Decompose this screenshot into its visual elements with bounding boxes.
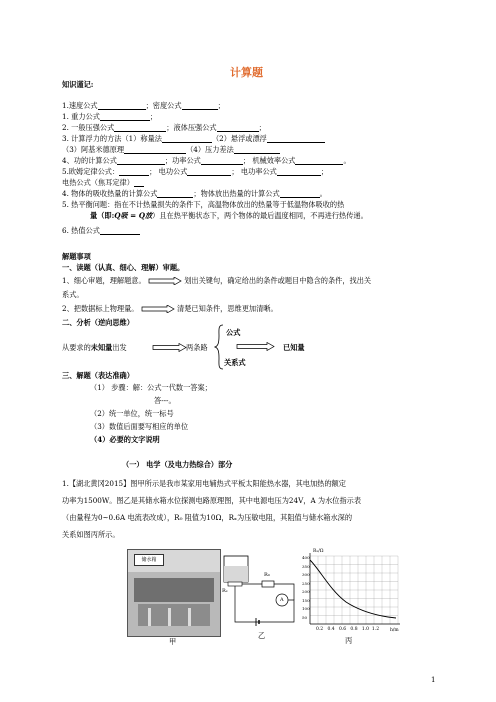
graph-y-label: Rₓ/Ω — [313, 549, 324, 554]
solve-step-1: （1） 步骤：解：公式一代数一答案； — [90, 383, 212, 392]
line-buoyancy-2: （3）阿基米德原理 （4）压力差法 — [62, 145, 280, 154]
line-heat: 4. 物体的吸收热量的计算公式 ；物体放出热量的计算公式 。 — [62, 189, 327, 198]
y-tick: 400 — [302, 555, 310, 560]
question-1-line-3: （由量程为0~0.6A 电流表改成），R₀ 阻值为10Ω，Rₓ为压敏电阻，其阻值与储水箱水深的 — [62, 513, 353, 522]
solve-step-1-answer: 答---。 — [154, 396, 176, 405]
ammeter-label: A — [280, 597, 284, 603]
y-tick: 300 — [302, 572, 310, 577]
y-tick: 100 — [302, 606, 310, 611]
x-tick: 0.2 — [316, 627, 324, 632]
arrow-icon — [148, 277, 182, 285]
step-read-line-1: 1、细心审题，理解题意。 划出关键句，确定给出的条件或题目中隐含的条件，找出关 — [62, 276, 372, 285]
flow-start: 从要求的未知量出发 — [62, 343, 127, 352]
x-tick: 0.4 — [327, 627, 335, 632]
arrow-icon — [152, 343, 188, 352]
solve-step-2: （2）统一单位，统一标号 — [90, 409, 174, 418]
section-memory-heading: 知识谨记: — [62, 80, 94, 89]
line-ohm-electric: 5.欧姆定律公式： ； 电功公式 ； 电功率公式 ； — [62, 167, 329, 176]
line-buoyancy-1: 3. 计算浮力的方法（1）称量法 （2）悬浮或漂浮 — [62, 134, 325, 143]
page-number: 1 — [431, 676, 436, 684]
x-tick: 1.2 — [371, 627, 380, 632]
arrow-icon — [236, 342, 276, 351]
figure-yi-caption: 乙 — [258, 631, 266, 640]
rx-label: Rₓ — [222, 588, 228, 594]
question-1-line-1: 1.【湖北黄冈2015】图甲所示是我市某家用电辅热式平板太阳能热水器，其电加热的额定 — [62, 479, 346, 488]
figure-bing-graph — [296, 550, 404, 634]
r0-resistor — [262, 581, 274, 587]
step-label-line: 2、把数据标上物理量。 清楚已知条件，思维更加清晰。 — [62, 304, 278, 313]
flow-formula: 公式 — [226, 328, 241, 337]
solve-step-4: （4）必要的文字说明 — [90, 435, 160, 444]
line-heat-balance-1: 5. 热平衡问题：指在不计热量损失的条件下，高温物体放出的热量等于低温物体吸收的热 — [62, 200, 345, 209]
x-tick: 1.0 — [361, 627, 370, 632]
r0-label: R₀ — [264, 572, 270, 578]
line-gravity: 1. 重力公式 ； — [62, 112, 158, 121]
y-tick: 250 — [302, 580, 310, 586]
x-tick: 0.6 — [338, 627, 347, 632]
figure-yi-circuit — [220, 552, 300, 638]
solve-step-3: （3）数值后面要写相应的单位 — [90, 422, 189, 431]
line-speed-density: 1.速度公式 ；密度公式 ； — [62, 101, 225, 110]
line-heat-value: 6. 热值公式 — [62, 226, 140, 235]
figure-bing-caption: 丙 — [345, 636, 353, 645]
question-1-line-4: 关系如图丙所示。 — [62, 530, 120, 539]
graph-y-ticks — [302, 554, 310, 622]
step-analyze-heading: 二、分析（逆向思维） — [62, 318, 134, 327]
y-tick: 50 — [302, 614, 308, 620]
graph-x-ticks — [316, 627, 379, 632]
figure-jia-photo — [127, 549, 221, 637]
pressure-resistor — [228, 582, 242, 586]
x-tick: 0.8 — [350, 627, 358, 632]
page-title: 计算题 — [230, 66, 263, 79]
step-read-heading: 一、读题（认真、细心、理解）审题。 — [62, 263, 185, 272]
question-1-line-2: 功率为1500W。图乙是其储水箱水位探测电路原理图，其中电源电压为24V，A 为水位指示表 — [62, 496, 362, 505]
flow-known: 已知量 — [283, 343, 305, 352]
step-read-line-2: 系式。 — [62, 290, 84, 299]
flow-two-ways: 两条路 — [186, 343, 208, 352]
flow-relation: 关系式 — [224, 358, 246, 367]
part1-heading: （一） 电学（及电力热综合）部分 — [122, 460, 233, 469]
line-work-power: 4、功的计算公式 ；功率公式 ； 机械效率公式 。 — [62, 156, 351, 165]
rx-curve — [310, 560, 396, 618]
line-pressure: 2. 一般压强公式 ；液体压强公式 ； — [62, 123, 266, 132]
graph-grid — [310, 556, 398, 624]
step-solve-heading: 三、解题（表达准确） — [62, 371, 134, 380]
graph-x-label: h/m — [390, 628, 399, 633]
water-tank-label: 储水箱 — [134, 554, 164, 566]
method-heading: 解题事项 — [62, 252, 91, 261]
y-tick: 200 — [302, 589, 310, 594]
line-joule: 电热公式（焦耳定律） — [62, 178, 144, 187]
line-heat-balance-2: 量（即:Q吸 = Q放）且在热平衡状态下，两个物体的最后温度相同，不再进行热传递。 — [90, 211, 368, 220]
y-tick: 350 — [302, 563, 310, 569]
brace-icon — [214, 324, 224, 370]
arrow-icon — [141, 305, 175, 313]
y-tick: 150 — [302, 597, 310, 603]
figure-jia-caption: 甲 — [169, 637, 177, 646]
